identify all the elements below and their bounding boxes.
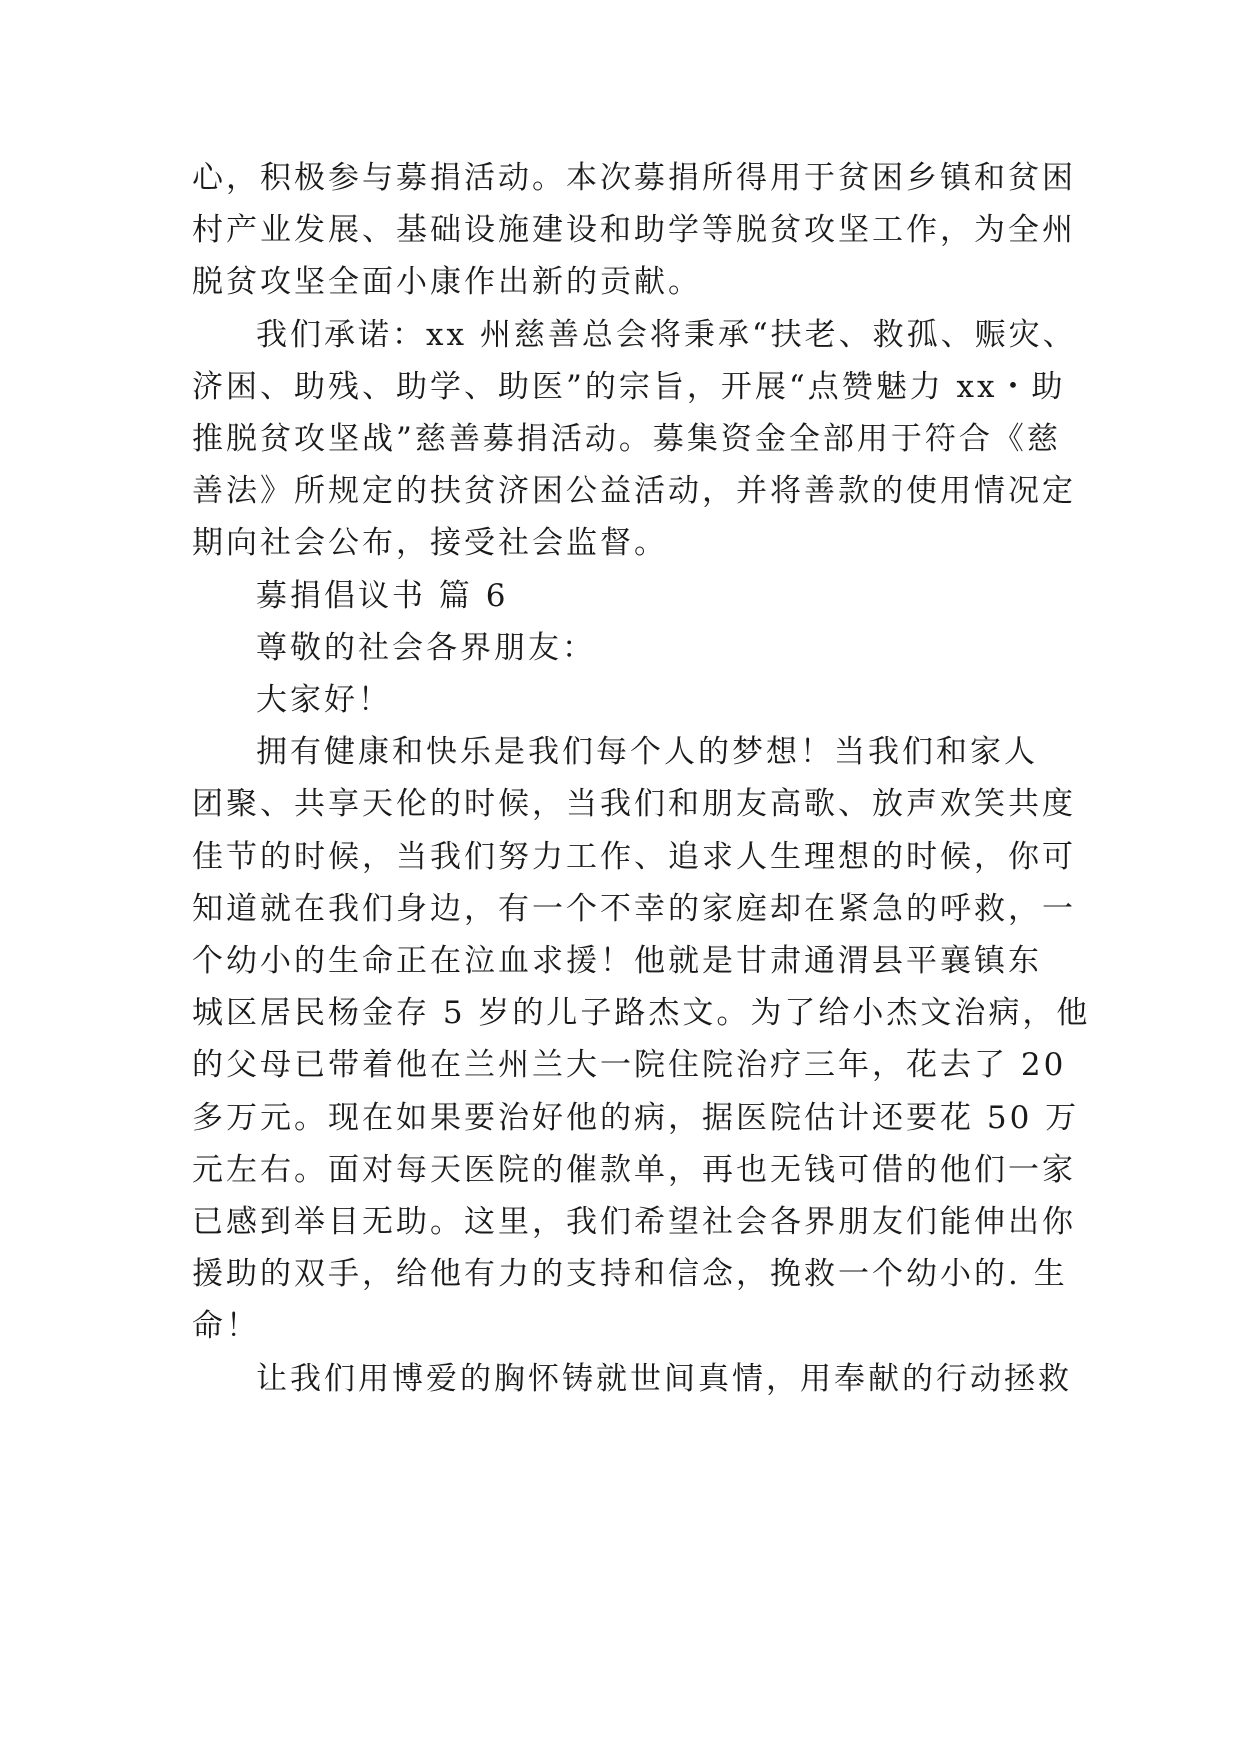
text-line: 善法》所规定的扶贫济困公益活动，并将善款的使用情况定 bbox=[192, 473, 1076, 509]
text-line: 让我们用博爱的胸怀铸就世间真情，用奉献的行动拯救 bbox=[256, 1361, 1072, 1397]
section-heading: 募捐倡议书 篇 6 bbox=[256, 578, 509, 614]
salutation: 尊敬的社会各界朋友： bbox=[256, 630, 596, 666]
text-line: 的父母已带着他在兰州兰大一院住院治疗三年，花去了 20 bbox=[192, 1047, 1067, 1083]
text-line: 城区居民杨金存 5 岁的儿子路杰文。为了给小杰文治病，他 bbox=[192, 995, 1091, 1031]
text-line: 个幼小的生命正在泣血求援！他就是甘肃通渭县平襄镇东 bbox=[192, 943, 1042, 979]
text-line: 已感到举目无助。这里，我们希望社会各界朋友们能伸出你 bbox=[192, 1204, 1076, 1240]
text-line: 多万元。现在如果要治好他的病，据医院估计还要花 50 万 bbox=[192, 1100, 1080, 1136]
text-line: 团聚、共享天伦的时候，当我们和朋友高歌、放声欢笑共度 bbox=[192, 786, 1076, 822]
greeting: 大家好！ bbox=[256, 682, 392, 718]
text-line: 知道就在我们身边，有一个不幸的家庭却在紧急的呼救，一 bbox=[192, 891, 1076, 927]
text-line: 命！ bbox=[192, 1308, 260, 1344]
text-line: 济困、助残、助学、助医”的宗旨，开展“点赞魅力 xx・助 bbox=[192, 369, 1066, 405]
text-line: 元左右。面对每天医院的催款单，再也无钱可借的他们一家 bbox=[192, 1152, 1076, 1188]
text-line: 援助的双手，给他有力的支持和信念，挽救一个幼小的. 生 bbox=[192, 1256, 1068, 1292]
text-line: 脱贫攻坚全面小康作出新的贡献。 bbox=[192, 264, 702, 300]
text-line: 佳节的时候，当我们努力工作、追求人生理想的时候，你可 bbox=[192, 839, 1076, 875]
text-line: 推脱贫攻坚战”慈善募捐活动。募集资金全部用于符合《慈 bbox=[192, 421, 1061, 457]
text-line: 村产业发展、基础设施建设和助学等脱贫攻坚工作，为全州 bbox=[192, 212, 1076, 248]
text-line: 我们承诺：xx 州慈善总会将秉承“扶老、救孤、赈灾、 bbox=[256, 317, 1077, 353]
text-line: 期向社会公布，接受社会监督。 bbox=[192, 525, 668, 561]
text-line: 拥有健康和快乐是我们每个人的梦想！当我们和家人 bbox=[256, 734, 1038, 770]
text-line: 心，积极参与募捐活动。本次募捐所得用于贫困乡镇和贫困 bbox=[192, 160, 1076, 196]
